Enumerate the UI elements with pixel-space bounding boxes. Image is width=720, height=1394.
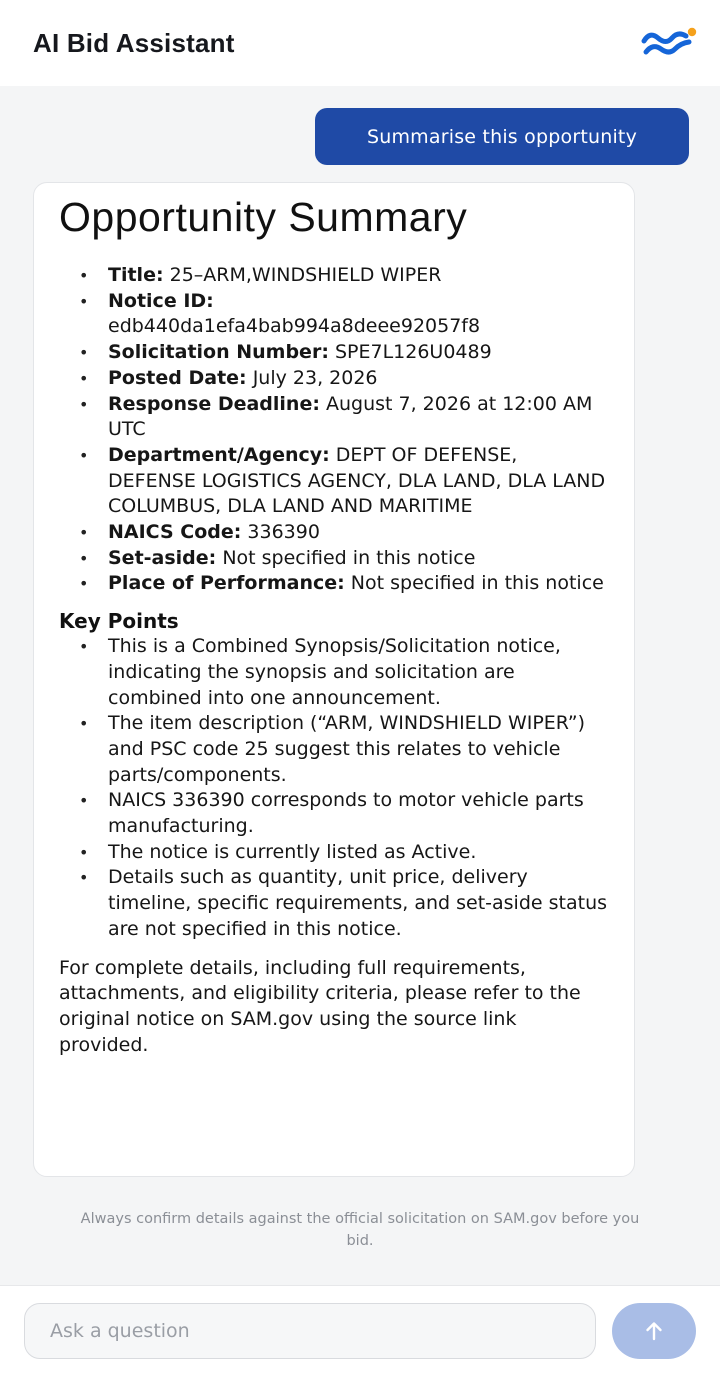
field-item-department-agency — [59, 443, 610, 520]
field-item-place-of-performance — [59, 571, 610, 597]
user-message-bubble — [315, 108, 689, 165]
assistant-response-card — [33, 182, 635, 1177]
arrow-up-icon — [641, 1318, 667, 1344]
opportunity-field-list — [59, 263, 610, 597]
key-point-item: • This is a Combined Synopsis/Solicitation notice, indicating the synopsis and solicitation are combined into one announcement. — [59, 634, 610, 711]
composer-bar — [0, 1285, 720, 1394]
field-label: Title: — [108, 264, 164, 286]
field-item-title — [59, 263, 610, 289]
app-title: AI Bid Assistant — [33, 27, 235, 58]
field-label: Place of Performance: — [108, 572, 345, 595]
disclaimer-text: Always confirm details against the official solicitation on SAM.gov before you bid. — [80, 1211, 640, 1249]
key-point-item: • The item description (“ARM, WINDSHIELD WIPER”) and PSC code 25 suggest this relates to vehicle parts/components. — [59, 711, 610, 788]
field-value: August 7, 2026 at 12:00 AM UTC — [108, 392, 593, 441]
field-label: Response Deadline: — [108, 392, 320, 415]
field-value: Not specified in this notice — [350, 572, 604, 595]
user-message-text: Summarise this opportunity — [366, 125, 638, 148]
field-label: Department/Agency: — [108, 443, 330, 466]
key-point-item: • Details such as quantity, unit price, delivery timeline, specific requirements, and set-aside status are not specified in this notice. — [59, 865, 610, 942]
field-label: Set-aside: — [108, 546, 217, 569]
field-item-naics-code — [59, 520, 610, 546]
field-item-posted-date — [59, 366, 610, 392]
app-header — [0, 0, 720, 86]
field-label: Solicitation Number: — [108, 341, 329, 364]
field-value: July 23, 2026 — [252, 366, 378, 389]
key-points-heading: Key Points — [59, 609, 179, 634]
field-value: Not specified in this notice — [222, 546, 476, 569]
question-input[interactable] — [24, 1303, 596, 1359]
key-point-item: • The notice is currently listed as Active. — [59, 840, 610, 866]
field-item-solicitation-number — [59, 340, 610, 366]
field-item-response-deadline — [59, 392, 610, 443]
field-item-notice-id — [59, 289, 610, 340]
key-point-item: • NAICS 336390 corresponds to motor vehicle parts manufacturing. — [59, 788, 610, 839]
field-value: 336390 — [247, 521, 320, 544]
closing-paragraph: For complete details, including full requirements, attachments, and eligibility criteria, please refer to the original notice on SAM.gov using the source link provided. — [59, 956, 581, 1056]
field-value: SPE7L126U0489 — [334, 341, 492, 364]
field-item-set-aside — [59, 546, 610, 572]
field-value: 25–ARM,WINDSHIELD WIPER — [169, 264, 442, 286]
brand-wave-logo-icon[interactable] — [640, 26, 698, 60]
field-label: Posted Date: — [108, 366, 247, 389]
field-value: edb440da1efa4bab994a8deee92057f8 — [108, 315, 481, 338]
summary-heading: Opportunity Summary — [59, 194, 468, 240]
field-label: NAICS Code: — [108, 521, 242, 544]
field-label: Notice ID: — [108, 289, 214, 312]
field-value: DEPT OF DEFENSE, DEFENSE LOGISTICS AGENCY, DLA LAND, DLA LAND COLUMBUS, DLA LAND AND MARITIME — [108, 443, 606, 518]
key-points-list — [59, 634, 610, 942]
send-button[interactable] — [612, 1303, 696, 1359]
